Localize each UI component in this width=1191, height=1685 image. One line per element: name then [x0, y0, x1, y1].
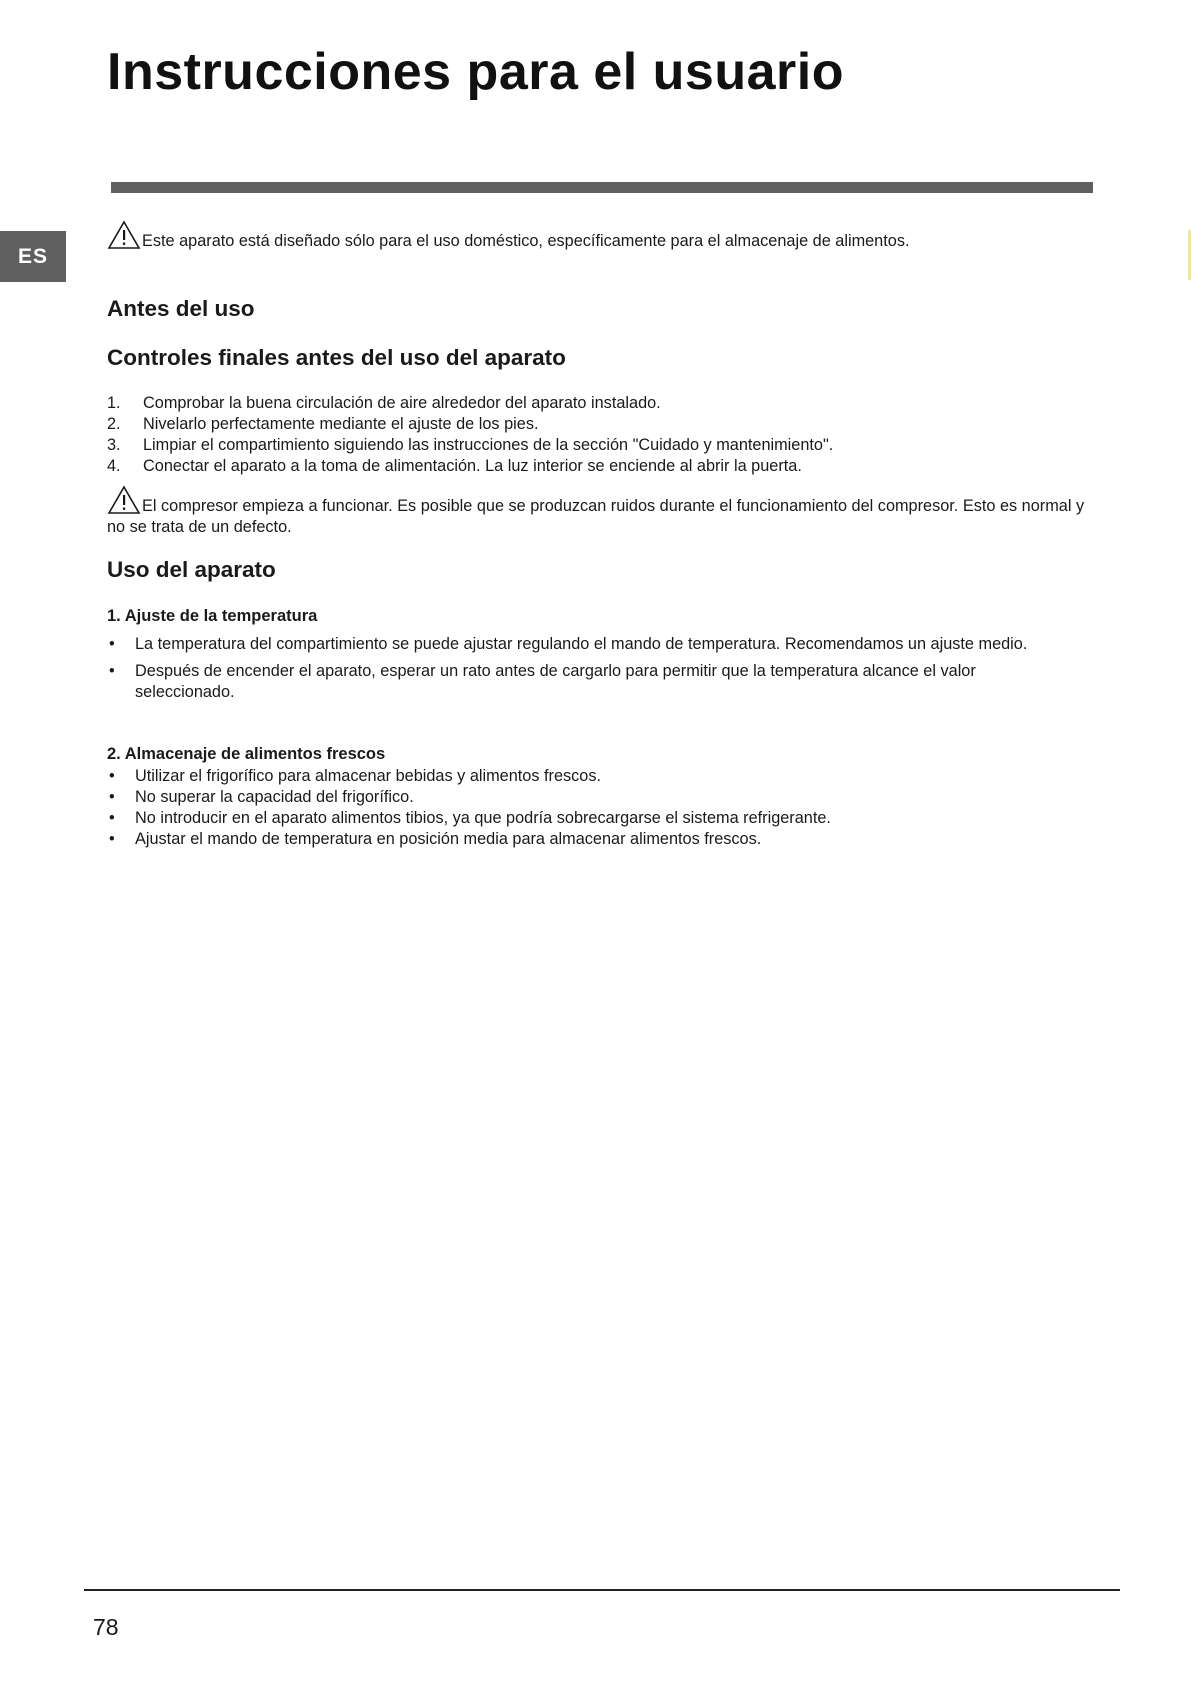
- bullet-text: Utilizar el frigorífico para almacenar bebidas y alimentos frescos.: [135, 767, 602, 785]
- step-number: 1.: [107, 394, 121, 412]
- list-item: [107, 393, 1087, 414]
- title-rule: [111, 182, 1093, 193]
- final-checks-list: [107, 393, 1087, 477]
- list-item: [107, 634, 1067, 655]
- list-item: [107, 435, 1087, 456]
- step-number: 2.: [107, 415, 121, 433]
- warning-triangle-icon: [107, 485, 141, 515]
- list-item: [107, 414, 1087, 435]
- temperature-list: [107, 634, 1067, 709]
- bullet-text: La temperatura del compartimiento se puede ajustar regulando el mando de temperatura. Recomendamos un ajuste medio.: [135, 635, 1028, 653]
- page-number: 78: [93, 1614, 119, 1640]
- language-badge: ES: [0, 231, 66, 282]
- step-text: Conectar el aparato a la toma de alimentación. La luz interior se enciende al abrir la puerta.: [143, 457, 802, 475]
- page-title: Instrucciones para el usuario: [107, 43, 844, 101]
- step-text: Nivelarlo perfectamente mediante el ajuste de los pies.: [143, 415, 539, 433]
- bullet: •: [109, 788, 115, 806]
- heading-temperature: 1. Ajuste de la temperatura: [107, 607, 318, 625]
- step-text: Limpiar el compartimiento siguiendo las instrucciones de la sección "Cuidado y mantenimiento".: [143, 436, 834, 454]
- intro-warning: [107, 220, 1087, 252]
- list-item: [107, 661, 1067, 703]
- list-item: [107, 808, 1067, 829]
- bullet: •: [109, 635, 115, 653]
- bullet: •: [109, 662, 115, 680]
- step-number: 3.: [107, 436, 121, 454]
- heading-before-use: Antes del uso: [107, 296, 255, 321]
- list-item: [107, 829, 1067, 850]
- warning-triangle-icon: [107, 220, 141, 250]
- bullet: •: [109, 767, 115, 785]
- bullet-text: No superar la capacidad del frigorífico.: [135, 788, 414, 806]
- footer-rule: [84, 1589, 1120, 1591]
- bullet: •: [109, 809, 115, 827]
- heading-use: Uso del aparato: [107, 557, 276, 582]
- compressor-warning-text: El compresor empieza a funcionar. Es posible que se produzcan ruidos durante el funcionamiento del compresor. Esto es normal y no se trata de un defecto.: [107, 497, 1085, 536]
- bullet-text: No introducir en el aparato alimentos tibios, ya que podría sobrecargarse el sistema refrigerante.: [135, 809, 831, 827]
- step-text: Comprobar la buena circulación de aire alrededor del aparato instalado.: [143, 394, 661, 412]
- storage-list: [107, 766, 1067, 850]
- bullet-text: Después de encender el aparato, esperar un rato antes de cargarlo para permitir que la temperatura alcance el valor seleccionado.: [135, 662, 976, 701]
- heading-storage: 2. Almacenaje de alimentos frescos: [107, 745, 386, 763]
- list-item: [107, 787, 1067, 808]
- list-item: [107, 456, 1087, 477]
- bullet-text: Ajustar el mando de temperatura en posición media para almacenar alimentos frescos.: [135, 830, 762, 848]
- heading-final-checks: Controles finales antes del uso del aparato: [107, 345, 566, 370]
- intro-warning-text: Este aparato está diseñado sólo para el uso doméstico, específicamente para el almacenaje de alimentos.: [142, 232, 910, 250]
- list-item: [107, 766, 1067, 787]
- step-number: 4.: [107, 457, 121, 475]
- compressor-warning: [107, 485, 1087, 538]
- bullet: •: [109, 830, 115, 848]
